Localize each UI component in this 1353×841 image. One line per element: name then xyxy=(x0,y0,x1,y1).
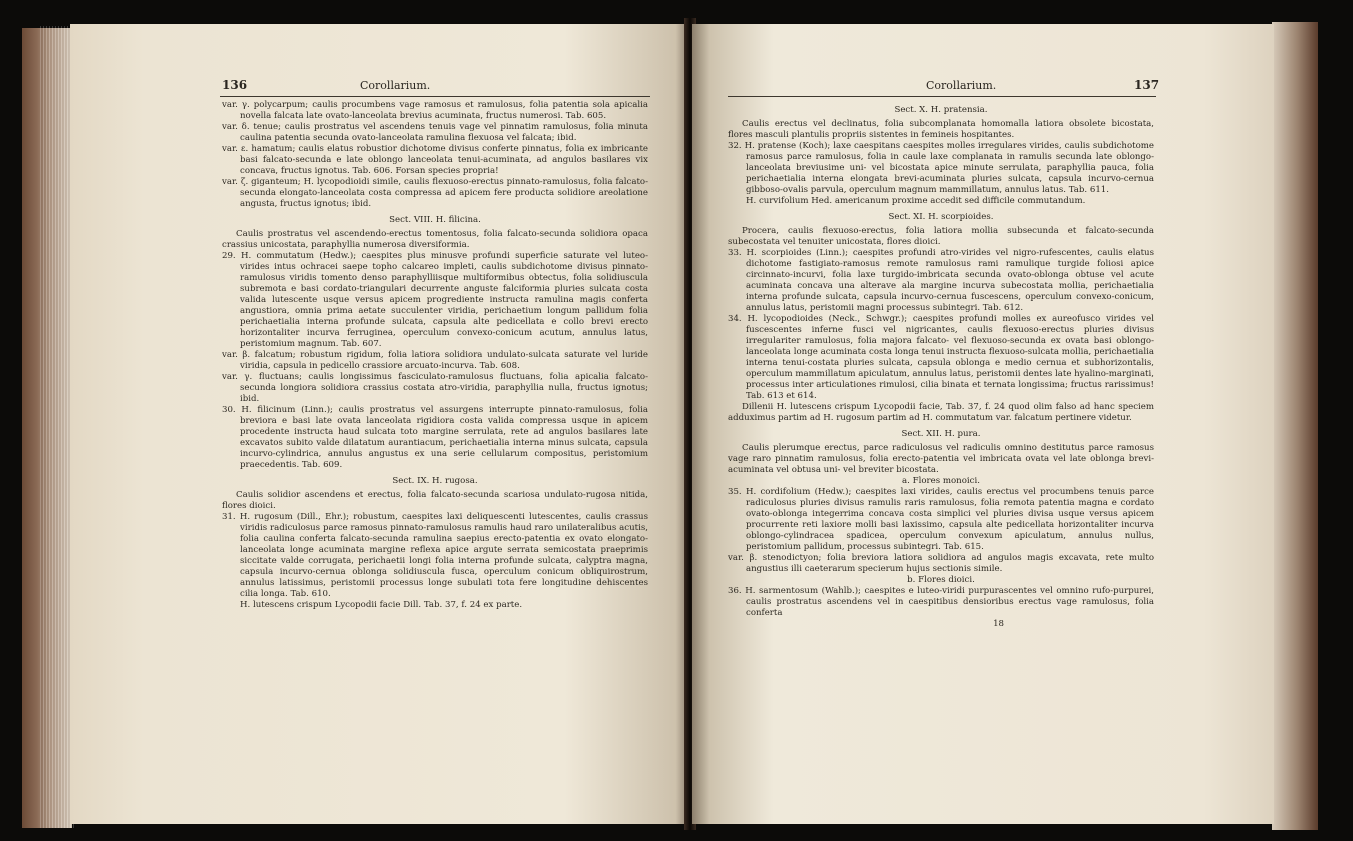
section-heading: Sect. XI. H. scorpioides. xyxy=(888,212,994,222)
text-paragraph: Procera, caulis flexuoso-erectus, folia latiora mollia subsecunda et falcato-secunda subecostata vel tenuiter unicostata, flores dioici. xyxy=(728,226,1154,247)
text-paragraph: 30. H. filicinum (Linn.); caulis prostratus vel assurgens interrupte pinnato-ramulosus, folia breviora e basi late ovata lanceolata rigidiora costa valida compressa usque in apicem procedente instructa haud sulcata toto margine serrulata, rete ad angulos basilares late excavatos subito valde dilatatum aurantiacum, perichaetialia interna minus sulcata, capsula incurvo-cylindrica, annulus angustus ex una serie cellularum compositus, peristomium praecedentis. Tab. 609. xyxy=(222,405,648,470)
right-page-body xyxy=(728,100,1154,630)
text-paragraph: Caulis prostratus vel ascendendo-erectus tomentosus, folia falcato-secunda solidiora opaca crassius unicostata, paraphyllia numerosa diversiformia. xyxy=(222,229,648,250)
text-paragraph: Dillenii H. lutescens crispum Lycopodii facie, Tab. 37, f. 24 quod olim falso ad hanc speciem adduximus partim ad H. rugosum partim ad H. commutatum var. falcatum pertinere videtur. xyxy=(728,402,1154,423)
text-paragraph: 34. H. lycopodioides (Neck., Schwgr.); caespites profundi molles ex aureofusco virides vel fuscescentes inferne fusci vel nigricantes, caulis flexuoso-erectus pluries divisus irregulariter ramulosus, folia majora falcato- vel flexuoso-secunda ex ovata basi oblongo-lanceolata longe acuminata costa longa tenui instructa flexuoso-sulcata mollia, perichaetialia interna tenui-costata pluries sulcata, capsula oblonga e medio cernua et subhorizontalis, operculum mammillatum apiculatum, annulus latus, peristomii dentes late hyalino-marginati, processus inter articulationes rimulosi, cilia binata et ternata longissima; fructus rarissimus! Tab. 613 et 614. xyxy=(728,314,1154,401)
subsection-heading: a. Flores monoici. xyxy=(902,476,980,486)
left-page xyxy=(70,24,688,824)
text-paragraph: var. γ. polycarpum; caulis procumbens vage ramosus et ramulosus, folia patentia sola apicalia novella falcata late ovato-lanceolata brevius acuminata, fructus numerosi. Tab. 605. xyxy=(222,100,648,121)
section-heading: Sect. X. H. pratensia. xyxy=(894,105,988,115)
text-paragraph: var. β. stenodictyon; folia breviora latiora solidiora ad angulos magis excavata, rete multo angustius illi caeterarum specierum hujus sectionis simile. xyxy=(728,553,1154,574)
header-rule xyxy=(220,96,650,97)
text-paragraph: H. curvifolium Hed. americanum proxime accedit sed difficile commutandum. xyxy=(746,196,1086,206)
right-page-edges xyxy=(1272,22,1318,830)
page-number: 137 xyxy=(1134,78,1160,92)
text-paragraph: H. lutescens crispum Lycopodii facie Dill. Tab. 37, f. 24 ex parte. xyxy=(240,600,523,610)
section-heading: Sect. XII. H. pura. xyxy=(901,429,981,439)
page-number: 136 xyxy=(222,78,248,92)
text-paragraph: 32. H. pratense (Koch); laxe caespitans caespites molles irregulares virides, caulis subdichotome ramosus parce ramulosus, folia in caule laxe complanata in ramulis secunda late oblongo-lanceolata breviusime uni- vel bicostata apice minute serrulata, paraphyllia pauca, folia perichaetialia interna elongata brevi-acuminata pluries sulcata, capsula incurvo-cernua gibboso-ovalis parvula, operculum magnum mammillatum, annulus latus. Tab. 611. xyxy=(728,141,1154,195)
text-paragraph: var. ε. hamatum; caulis elatus robustior dichotome divisus conferte pinnatus, folia ex imbricante basi falcato-secunda e late oblongo lanceolata tenui-acuminata, ad angulos basilares vix concava, fructus ignotus. Tab. 606. Forsan species propria! xyxy=(222,144,648,176)
text-paragraph: var. δ. tenue; caulis prostratus vel ascendens tenuis vage vel pinnatim ramulosus, folia minuta caulina patentia secunda ovato-lanceolata ramulina flexuosa vel falcata; ibid. xyxy=(222,122,648,143)
text-paragraph: Caulis plerumque erectus, parce radiculosus vel radiculis omnino destitutus parce ramosus vage raro pinnatim ramulosus, folia erecto-patentia vel imbricata ovata vel late oblonga brevi-acuminata vel obtusa uni- vel breviter bicostata. xyxy=(728,443,1154,475)
right-page xyxy=(692,24,1274,824)
text-paragraph: Caulis erectus vel declinatus, folia subcomplanata homomalla latiora obsolete bicostata, flores masculi plantulis propriis sistentes in femineis hospitantes. xyxy=(728,119,1154,140)
text-paragraph: 35. H. cordifolium (Hedw.); caespites laxi virides, caulis erectus vel procumbens tenuis parce radiculosus pluries divisus ramulis raris ramulosus, folia remota patentia magna e cordato ovato-oblonga integerrima concava costa simplici vel pluries divisa usque versus apicem procurrente reti laxiore molli basi laxissimo, capsula alte pedicellata horizontaliter incurva oblongo-cylindracea spadicea, operculum convexum apiculatum, annulus nullus, peristomium pallidum, processus subintegri. Tab. 615. xyxy=(728,487,1154,552)
running-head: Corollarium. xyxy=(926,79,997,92)
section-heading: Sect. IX. H. rugosa. xyxy=(392,476,478,486)
text-paragraph: 33. H. scorpioides (Linn.); caespites profundi atro-virides vel nigro-rufescentes, caulis elatus dichotome fastigiato-ramosus remote ramulosus rami ramulique turgide foliosi apice circinnato-incurvi, folia laxe turgido-imbricata secunda ovato-oblonga obtuse vel acute acuminata concava una alterave ala margine incurva subecostata mollia, perichaetialia interna profunde sulcata, capsula incurvo-cernua fuscescens, operculum convexo-conicum, annulus latus, peristomii magni processus subintegri. Tab. 612. xyxy=(728,248,1154,313)
section-heading: Sect. VIII. H. filicina. xyxy=(389,215,481,225)
text-paragraph: 31. H. rugosum (Dill., Ehr.); robustum, caespites laxi deliquescenti lutescentes, caulis crassus viridis radiculosus parce ramosus pinnato-ramulosus ramulis haud raro unilateralibus acutis, folia caulina conferta falcato-secunda ramulina saepius erecto-patentia ex ovato elongato-lanceolata longe acuminata margine reflexa apice argute serrata semicostata praeprimis siccitate valde corrugata, perichaetii longi folia interna profunde sulcata, calyptra magna, capsula incurvo-cernua oblonga solidiuscula fusca, operculum conicum obliquirostrum, annulus latissimus, peristomii processus longe subulati tota fere longitudine dehiscentes cilia longa. Tab. 610. xyxy=(222,512,648,599)
subsection-heading: b. Flores dioici. xyxy=(907,575,975,585)
text-paragraph: Caulis solidior ascendens et erectus, folia falcato-secunda scariosa undulato-rugosa nitida, flores dioici. xyxy=(222,490,648,511)
text-paragraph: 29. H. commutatum (Hedw.); caespites plus minusve profundi superficie saturate vel luteo-virides intus ochracei saepe topho calcareo impleti, caulis subdichotome divisus pinnato-ramulosus viridis tomento denso paraphylliisque multiformibus obtectus, folia solidiuscula subremota e basi cordato-triangulari decurrente anguste falciformia pluries sulcata costa valida lutescente usque versus apicem progrediente instructa ramulina magis conferta angustiora, omnia prima aetate succulenter viridia, perichaetium longum pallidum folia perichaetialia interna profunde sulcata, capsula alte pedicellata e collo brevi erecto horizontaliter incurva ferruginea, operculum convexo-conicum acutum, annulus latus, peristomium magnum. Tab. 607. xyxy=(222,251,648,349)
text-paragraph: 36. H. sarmentosum (Wahlb.); caespites e luteo-viridi purpurascentes vel omnino rufo-purpurei, caulis prostratus ascendens vel in caespitibus densioribus erectus vage ramulosus, folia conferta xyxy=(728,586,1154,618)
signature-mark: 18 xyxy=(993,619,1004,629)
left-page-body xyxy=(222,100,648,611)
text-paragraph: var. ζ. giganteum; H. lycopodioidi simile, caulis flexuoso-erectus pinnato-ramulosus, folia falcato-secunda elongato-lanceolata costa compressa ad apicem fere producta solidiore areolatione angusta, fructus ignotus; ibid. xyxy=(222,177,648,209)
text-paragraph: var. β. falcatum; robustum rigidum, folia latiora solidiora undulato-sulcata saturate vel luride viridia, capsula in pedicello crassiore arcuato-incurva. Tab. 608. xyxy=(222,350,648,371)
running-head: Corollarium. xyxy=(360,79,431,92)
text-paragraph: var. γ. fluctuans; caulis longissimus fasciculato-ramulosus fluctuans, folia apicalia falcato-secunda longiora solidiora crassius costata atro-viridia, paraphyllia nulla, fructus ignotus; ibid. xyxy=(222,372,648,404)
header-rule xyxy=(728,96,1156,97)
